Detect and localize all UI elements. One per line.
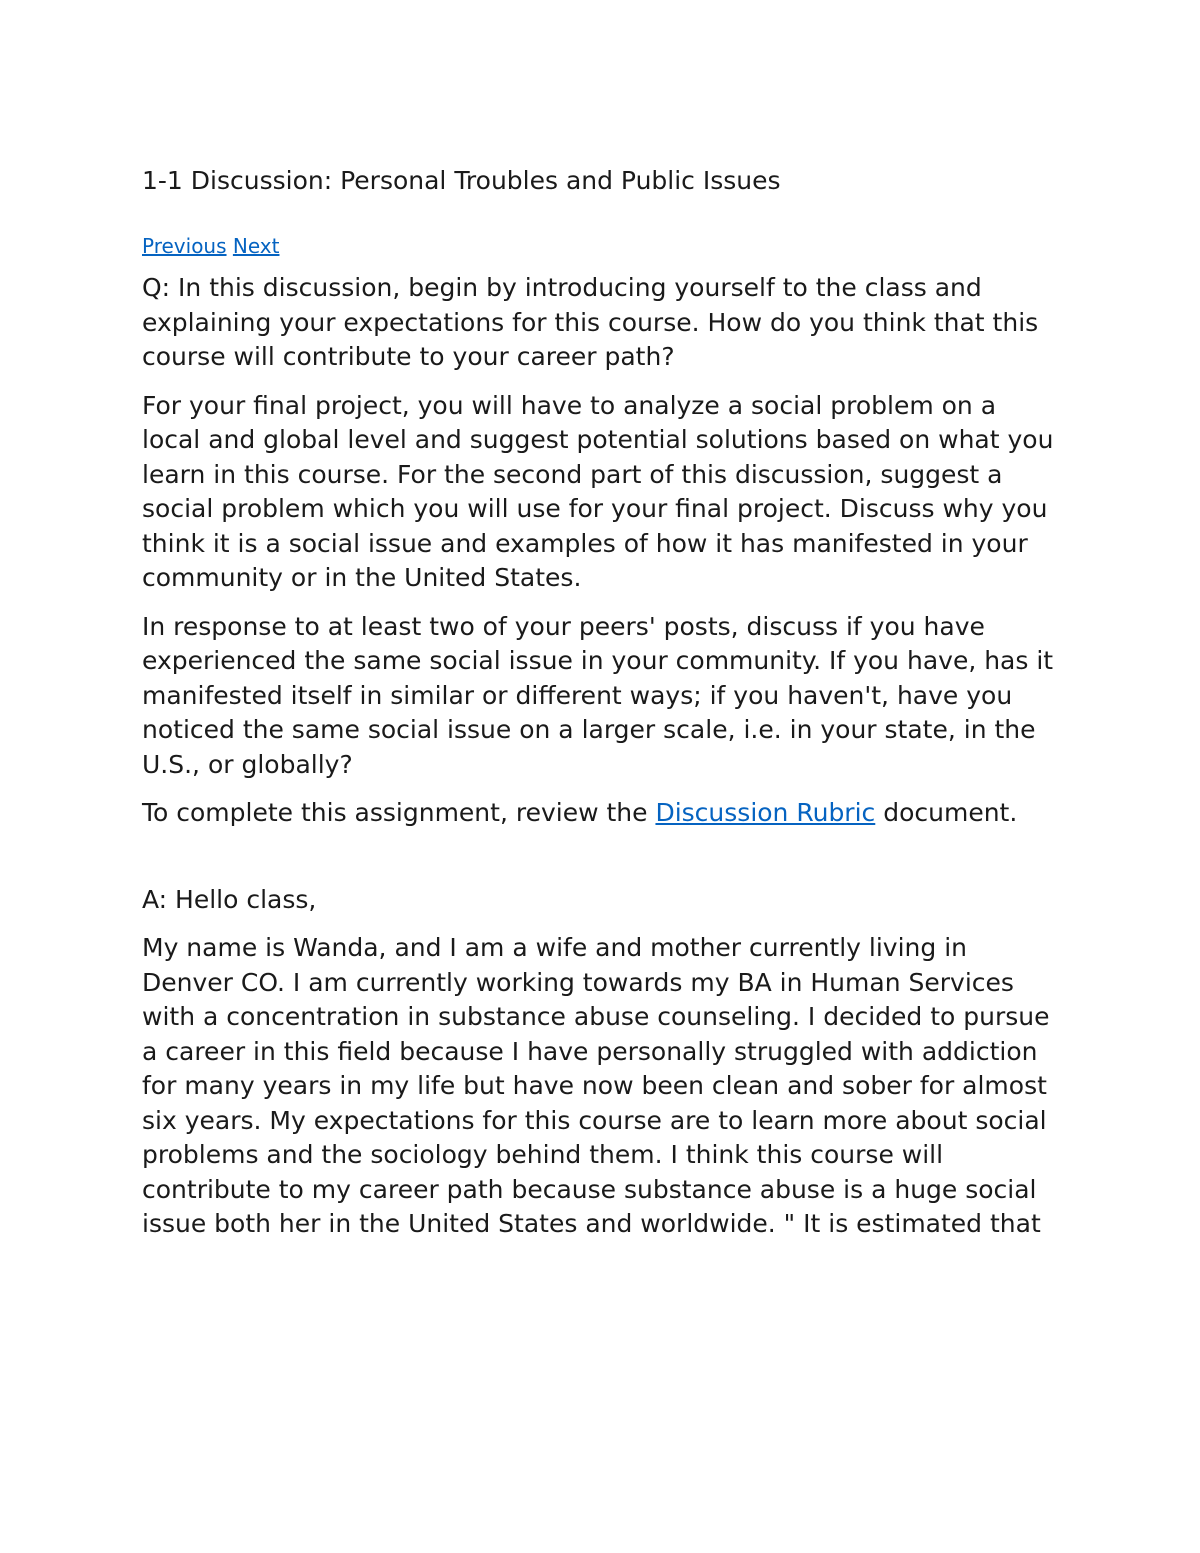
next-link[interactable]: Next	[232, 234, 280, 258]
rubric-paragraph	[142, 796, 1062, 831]
answer-paragraph: My name is Wanda, and I am a wife and mother currently living in Denver CO. I am currently working towards my BA in Human Services with a concentration in substance abuse counseling. I decided to pursue a career in this field because I have personally struggled with addiction for many years in my life but have now been clean and sober for almost six years. My expectations for this course are to learn more about social problems and the sociology behind them. I think this course will contribute to my career path because substance abuse is a huge social issue both her in the United States and worldwide. " It is estimated that	[142, 933, 1050, 1238]
answer-greeting: A: Hello class,	[142, 884, 317, 914]
pagination-nav	[142, 233, 1062, 259]
question-paragraph-3: In response to at least two of your peers' posts, discuss if you have experienced the same social issue in your community. If you have, has it manifested itself in similar or different ways; if you haven't, have you noticed the same social issue on a larger scale, i.e. in your state, in the U.S., or globally?	[142, 611, 1054, 779]
rubric-text-before: To complete this assignment, review the	[142, 798, 656, 827]
previous-link[interactable]: Previous	[142, 234, 227, 258]
question-paragraph-2: For your final project, you will have to analyze a social problem on a local and global level and suggest potential solutions based on what you learn in this course. For the second part of this discussion, suggest a social problem which you will use for your final project. Discuss why you think it is a social issue and examples of how it has manifested in your community or in the United States.	[142, 390, 1054, 592]
question-paragraph-1: Q: In this discussion, begin by introducing yourself to the class and explaining your expectations for this course. How do you think that this course will contribute to your career path?	[142, 273, 1039, 371]
discussion-rubric-link[interactable]: Discussion Rubric	[655, 798, 876, 827]
page-title: 1-1 Discussion: Personal Troubles and Public Issues	[142, 166, 781, 195]
document-page	[142, 163, 1062, 1256]
rubric-text-after: document.	[875, 798, 1018, 827]
